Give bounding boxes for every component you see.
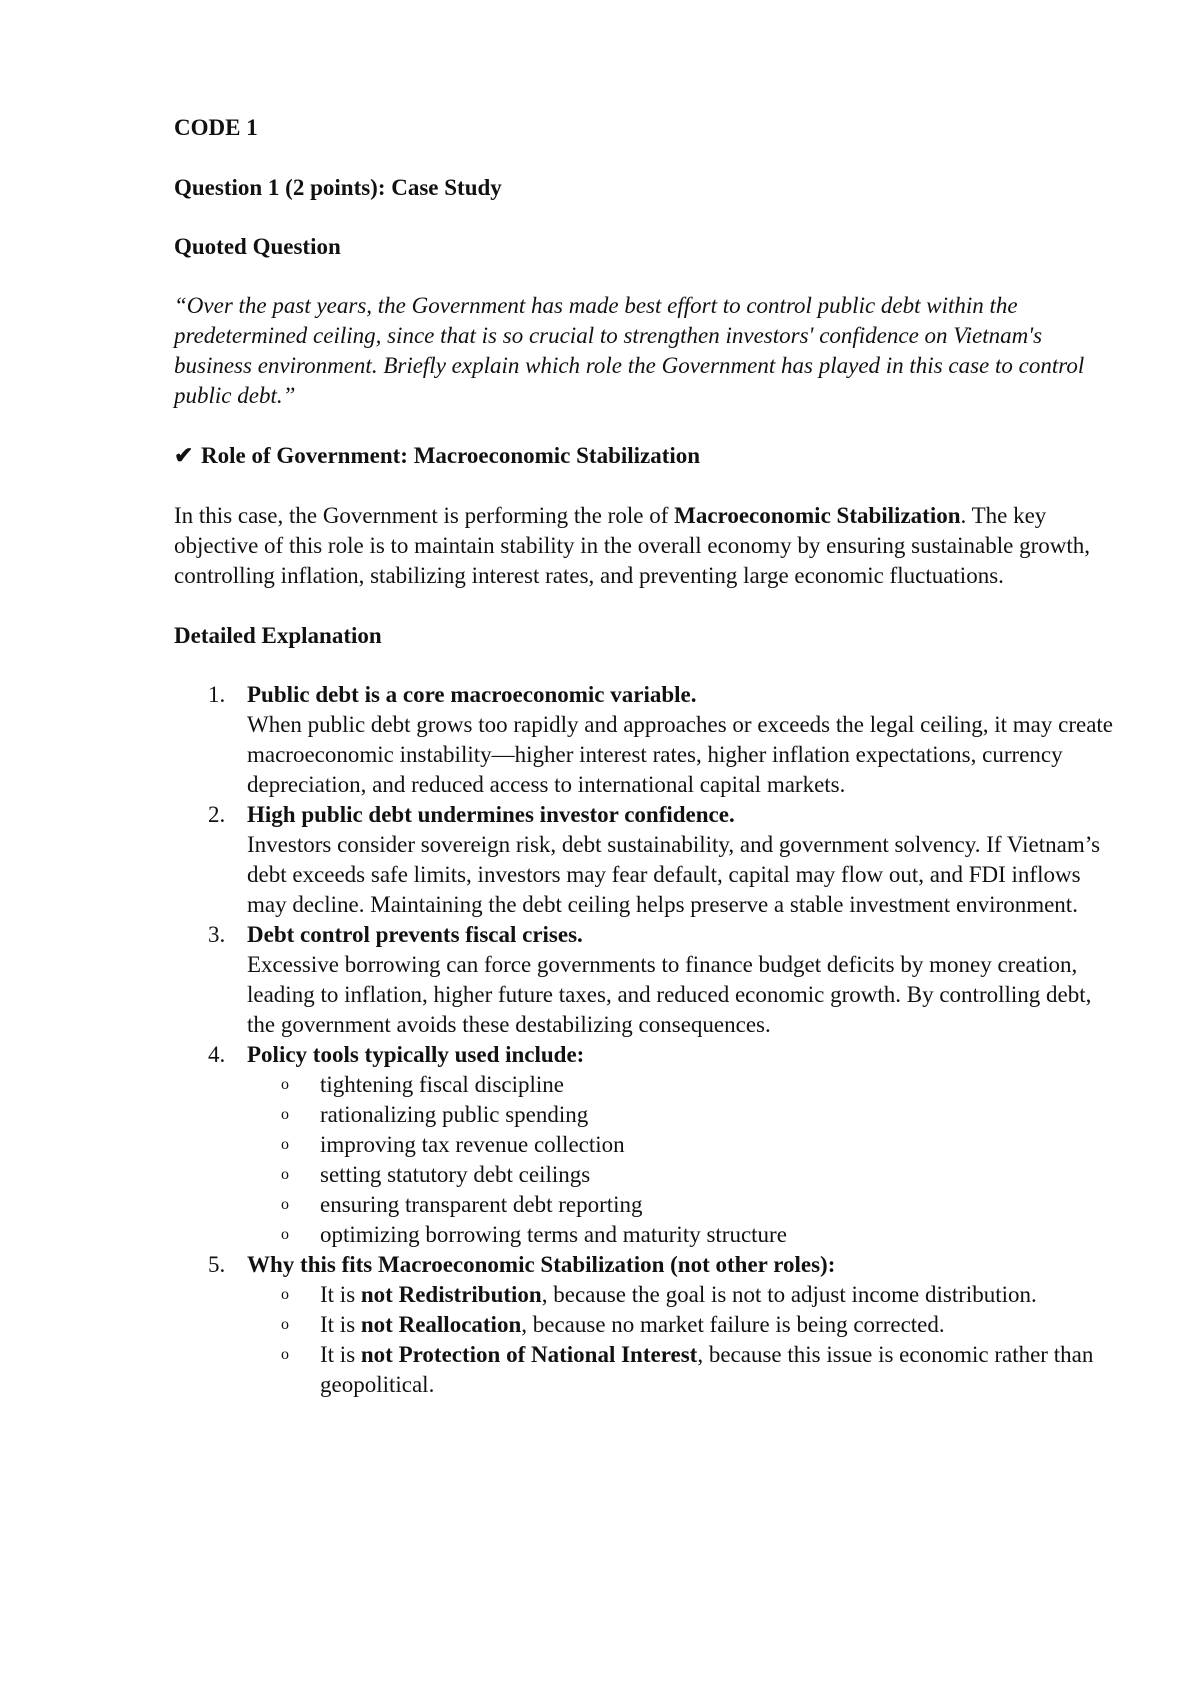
item-title: Why this fits Macroeconomic Stabilization (not other roles): — [247, 1252, 836, 1277]
circle-bullet-icon: o — [281, 1226, 289, 1243]
item-title: Public debt is a core macroeconomic variable. — [247, 682, 697, 707]
circle-bullet-icon: o — [281, 1076, 289, 1093]
policy-tools-list — [247, 1070, 1114, 1250]
item-text: Excessive borrowing can force governments to finance budget deficits by money creation, leading to inflation, higher future taxes, and reduced economic growth. By controlling debt, the government avoids these destabilizing consequences. — [247, 952, 1092, 1037]
list-item — [247, 1160, 1114, 1190]
reason-text: , because no market failure is being corrected. — [521, 1312, 945, 1337]
document-content — [174, 113, 1114, 1400]
list-item — [247, 1220, 1114, 1250]
reason-role: not Redistribution — [360, 1282, 542, 1307]
list-item-text: optimizing borrowing terms and maturity structure — [320, 1222, 787, 1247]
explanation-item — [174, 1040, 1114, 1250]
role-heading — [174, 441, 1114, 471]
list-item-text: ensuring transparent debt reporting — [320, 1192, 643, 1217]
item-title: High public debt undermines investor confidence. — [247, 802, 735, 827]
item-number: 1. — [208, 682, 226, 707]
item-number: 3. — [208, 922, 226, 947]
list-item — [247, 1070, 1114, 1100]
item-text: Investors consider sovereign risk, debt sustainability, and government solvency. If Vietnam’s debt exceeds safe limits, investors may fear default, capital may flow out, and FDI inflows may decline. Maintaining the debt ceiling helps preserve a stable investment environment. — [247, 832, 1101, 917]
item-title: Debt control prevents fiscal crises. — [247, 922, 583, 947]
explanation-item — [174, 680, 1114, 800]
quoted-question-text: “Over the past years, the Government has made best effort to control public debt within the predetermined ceiling, since that is so crucial to strengthen investors' confidence on Vietnam's business environment. Briefly explain which role the Government has played in this case to control public debt.” — [174, 293, 1085, 408]
reason-prefix: It is — [320, 1282, 361, 1307]
circle-bullet-icon: o — [281, 1316, 289, 1333]
question-title: Question 1 (2 points): Case Study — [174, 175, 502, 200]
reason-prefix: It is — [320, 1312, 361, 1337]
list-item — [247, 1340, 1114, 1400]
list-item — [247, 1100, 1114, 1130]
circle-bullet-icon: o — [281, 1196, 289, 1213]
list-item — [247, 1310, 1114, 1340]
circle-bullet-icon: o — [281, 1106, 289, 1123]
circle-bullet-icon: o — [281, 1346, 289, 1363]
reason-role: not Reallocation — [360, 1312, 522, 1337]
item-number: 2. — [208, 802, 226, 827]
circle-bullet-icon: o — [281, 1136, 289, 1153]
quoted-question-heading: Quoted Question — [174, 234, 341, 259]
exam-code: CODE 1 — [174, 115, 258, 140]
list-item-text: setting statutory debt ceilings — [320, 1162, 591, 1187]
explanation-item — [174, 920, 1114, 1040]
list-item-text: improving tax revenue collection — [320, 1132, 625, 1157]
item-number: 5. — [208, 1252, 226, 1277]
other-roles-list — [247, 1280, 1114, 1400]
item-title: Policy tools typically used include: — [247, 1042, 585, 1067]
list-item — [247, 1130, 1114, 1160]
detailed-explanation-heading: Detailed Explanation — [174, 623, 382, 648]
intro-text-rest: . The key objective of this role is to maintain stability in the overall economy by ensuring sustainable growth, controlling inflation, stabilizing interest rates, and preventing large economic fluctuations. — [174, 503, 1090, 588]
circle-bullet-icon: o — [281, 1166, 289, 1183]
list-item-text: rationalizing public spending — [320, 1102, 589, 1127]
list-item — [247, 1190, 1114, 1220]
intro-paragraph — [174, 501, 1114, 591]
explanation-item — [174, 800, 1114, 920]
intro-text-start: In this case, the Government is performing the role of — [174, 503, 675, 528]
explanation-item — [174, 1250, 1114, 1400]
intro-role-name: Macroeconomic Stabilization — [674, 503, 961, 528]
list-item-text: tightening fiscal discipline — [320, 1072, 565, 1097]
checkmark-icon: ✔ — [174, 443, 194, 468]
role-heading-text: Role of Government: Macroeconomic Stabilization — [201, 443, 701, 468]
item-text: When public debt grows too rapidly and approaches or exceeds the legal ceiling, it may create macroeconomic instability—higher interest rates, higher inflation expectations, currency depreciation, and reduced access to international capital markets. — [247, 712, 1114, 797]
reason-role: not Protection of National Interest — [360, 1342, 698, 1367]
reason-text: , because the goal is not to adjust income distribution. — [541, 1282, 1037, 1307]
circle-bullet-icon: o — [281, 1286, 289, 1303]
item-number: 4. — [208, 1042, 226, 1067]
list-item — [247, 1280, 1114, 1310]
explanation-list — [174, 680, 1114, 1400]
reason-text: , because this issue is economic rather than geopolitical. — [320, 1342, 1094, 1397]
reason-prefix: It is — [320, 1342, 361, 1367]
